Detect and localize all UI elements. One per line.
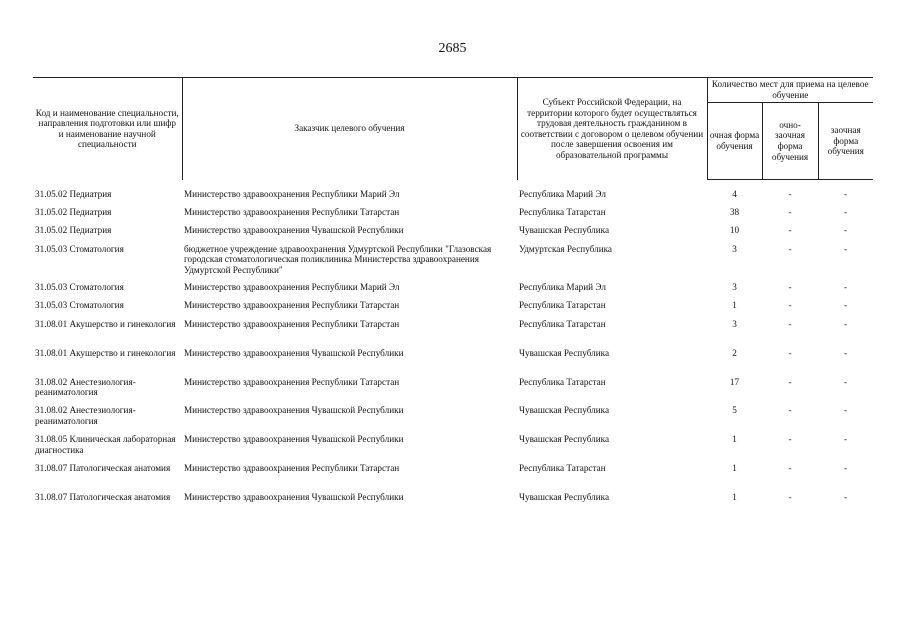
cell-subject: Республика Татарстан: [519, 376, 606, 387]
cell-customer: Министерство здравоохранения Республики Татарстан: [184, 207, 400, 218]
cell-fulltime: 1: [732, 463, 737, 474]
cell-subject: Республика Марий Эл: [519, 282, 606, 293]
table-row: [33, 377, 873, 406]
cell-fulltime: 3: [732, 243, 737, 254]
cell-code: 31.05.02 Педиатрия: [35, 207, 112, 218]
cell-code: 31.08.07 Патологическая анатомия: [35, 492, 171, 503]
cell-subject: Республика Татарстан: [519, 300, 606, 311]
cell-mixed: -: [788, 189, 792, 199]
cell-subject: Удмуртская Республика: [519, 243, 613, 254]
cell-subject: Чувашская Республика: [519, 492, 610, 503]
table-row: [33, 348, 873, 377]
header-mixed: очно-заочная форма обучения: [762, 103, 818, 180]
cell-distance: -: [843, 300, 848, 311]
cell-customer: Министерство здравоохранения Республики Марий Эл: [184, 189, 400, 199]
cell-distance: -: [843, 492, 848, 503]
table-row: [33, 282, 873, 300]
cell-distance: -: [843, 282, 848, 293]
cell-customer: Министерство здравоохранения Республики Марий Эл: [184, 282, 400, 293]
cell-fulltime: 10: [729, 225, 740, 236]
cell-code: 31.08.02 Анестезиология-реаниматология: [35, 376, 136, 398]
table-row: [33, 492, 873, 521]
cell-customer: Министерство здравоохранения Чувашской Республики: [184, 347, 404, 358]
cell-customer: Министерство здравоохранения Республики Татарстан: [184, 376, 400, 387]
cell-subject: Республика Татарстан: [519, 207, 606, 218]
cell-fulltime: 1: [732, 492, 737, 503]
cell-code: 31.08.02 Анестезиология-реаниматология: [35, 405, 136, 427]
table-row: [33, 300, 873, 318]
cell-mixed: -: [788, 463, 792, 474]
header-customer: Заказчик целевого обучения: [182, 78, 517, 180]
cell-subject: Республика Татарстан: [519, 318, 606, 329]
cell-code: 31.05.02 Педиатрия: [35, 189, 112, 199]
cell-subject: Чувашская Республика: [519, 225, 610, 236]
cell-mixed: -: [788, 434, 792, 445]
cell-fulltime: 5: [732, 405, 737, 416]
header-count: Количество мест для приема на целевое обучение: [707, 78, 873, 103]
cell-fulltime: 1: [732, 300, 737, 311]
cell-subject: Республика Марий Эл: [519, 189, 606, 199]
cell-code: 31.05.03 Стоматология: [35, 300, 124, 311]
cell-subject: Чувашская Республика: [519, 347, 610, 358]
cell-fulltime: 17: [729, 376, 740, 387]
cell-distance: -: [843, 347, 848, 358]
cell-fulltime: 38: [729, 207, 740, 218]
cell-distance: -: [843, 463, 848, 474]
cell-customer: Министерство здравоохранения Чувашской Республики: [184, 405, 404, 416]
cell-customer: Министерство здравоохранения Чувашской Республики: [184, 492, 404, 503]
table-row: [33, 463, 873, 492]
cell-distance: -: [843, 189, 848, 199]
cell-mixed: -: [788, 300, 792, 311]
table-row: [33, 189, 873, 207]
cell-mixed: -: [788, 347, 792, 358]
cell-fulltime: 4: [732, 189, 737, 199]
table-row: [33, 319, 873, 348]
cell-subject: Чувашская Республика: [519, 405, 610, 416]
cell-distance: -: [843, 376, 848, 387]
cell-distance: -: [843, 434, 848, 445]
table-row: [33, 207, 873, 225]
header-fulltime: очная форма обучения: [707, 103, 762, 180]
cell-customer: Министерство здравоохранения Республики Татарстан: [184, 463, 400, 474]
table-row: [33, 405, 873, 434]
cell-code: 31.08.01 Акушерство и гинекология: [35, 347, 176, 358]
cell-customer: Министерство здравоохранения Республики Татарстан: [184, 318, 400, 329]
cell-customer: бюджетное учреждение здравоохранения Удмуртской Республики "Глазовская городская стоматологическая поликлиника Министерства здравоохранения Удмуртской Республики": [184, 243, 492, 275]
cell-code: 31.05.03 Стоматология: [35, 282, 124, 293]
cell-distance: -: [843, 225, 848, 236]
cell-subject: Чувашская Республика: [519, 434, 610, 445]
cell-fulltime: 3: [732, 318, 737, 329]
page-number: 2685: [438, 41, 467, 56]
cell-mixed: -: [788, 492, 792, 503]
header-subject: Субъект Российской Федерации, на территории которого будет осуществляться трудовая деятельность гражданином в соответствии с договором о целевом обучении после завершения освоения им образовательной программы: [517, 78, 707, 180]
cell-mixed: -: [788, 376, 792, 387]
cell-fulltime: 1: [732, 434, 737, 445]
table-row: [33, 225, 873, 243]
cell-code: 31.08.05 Клиническая лабораторная диагностика: [35, 434, 176, 456]
cell-customer: Министерство здравоохранения Республики Татарстан: [184, 300, 400, 311]
cell-mixed: -: [788, 225, 792, 236]
cell-fulltime: 3: [732, 282, 737, 293]
cell-code: 31.05.02 Педиатрия: [35, 225, 112, 236]
cell-distance: -: [843, 405, 848, 416]
cell-mixed: -: [788, 243, 792, 254]
cell-customer: Министерство здравоохранения Чувашской Республики: [184, 225, 404, 236]
cell-distance: -: [843, 243, 848, 254]
header-distance: заочная форма обучения: [818, 103, 873, 180]
cell-code: 31.08.01 Акушерство и гинекология: [35, 318, 176, 329]
cell-mixed: -: [788, 318, 792, 329]
cell-subject: Республика Татарстан: [519, 463, 606, 474]
cell-code: 31.08.07 Патологическая анатомия: [35, 463, 171, 474]
cell-customer: Министерство здравоохранения Чувашской Республики: [184, 434, 404, 445]
table-row: [33, 434, 873, 463]
cell-mixed: -: [788, 207, 792, 218]
cell-code: 31.05.03 Стоматология: [35, 243, 124, 254]
cell-distance: -: [843, 207, 848, 218]
cell-fulltime: 2: [732, 347, 737, 358]
header-code: Код и наименование специальности, направления подготовки или шифр и наименование научной специальности: [33, 78, 182, 180]
table-row: [33, 244, 873, 283]
cell-distance: -: [843, 318, 848, 329]
quota-table: [33, 77, 873, 521]
cell-mixed: -: [788, 405, 792, 416]
cell-mixed: -: [788, 282, 792, 293]
